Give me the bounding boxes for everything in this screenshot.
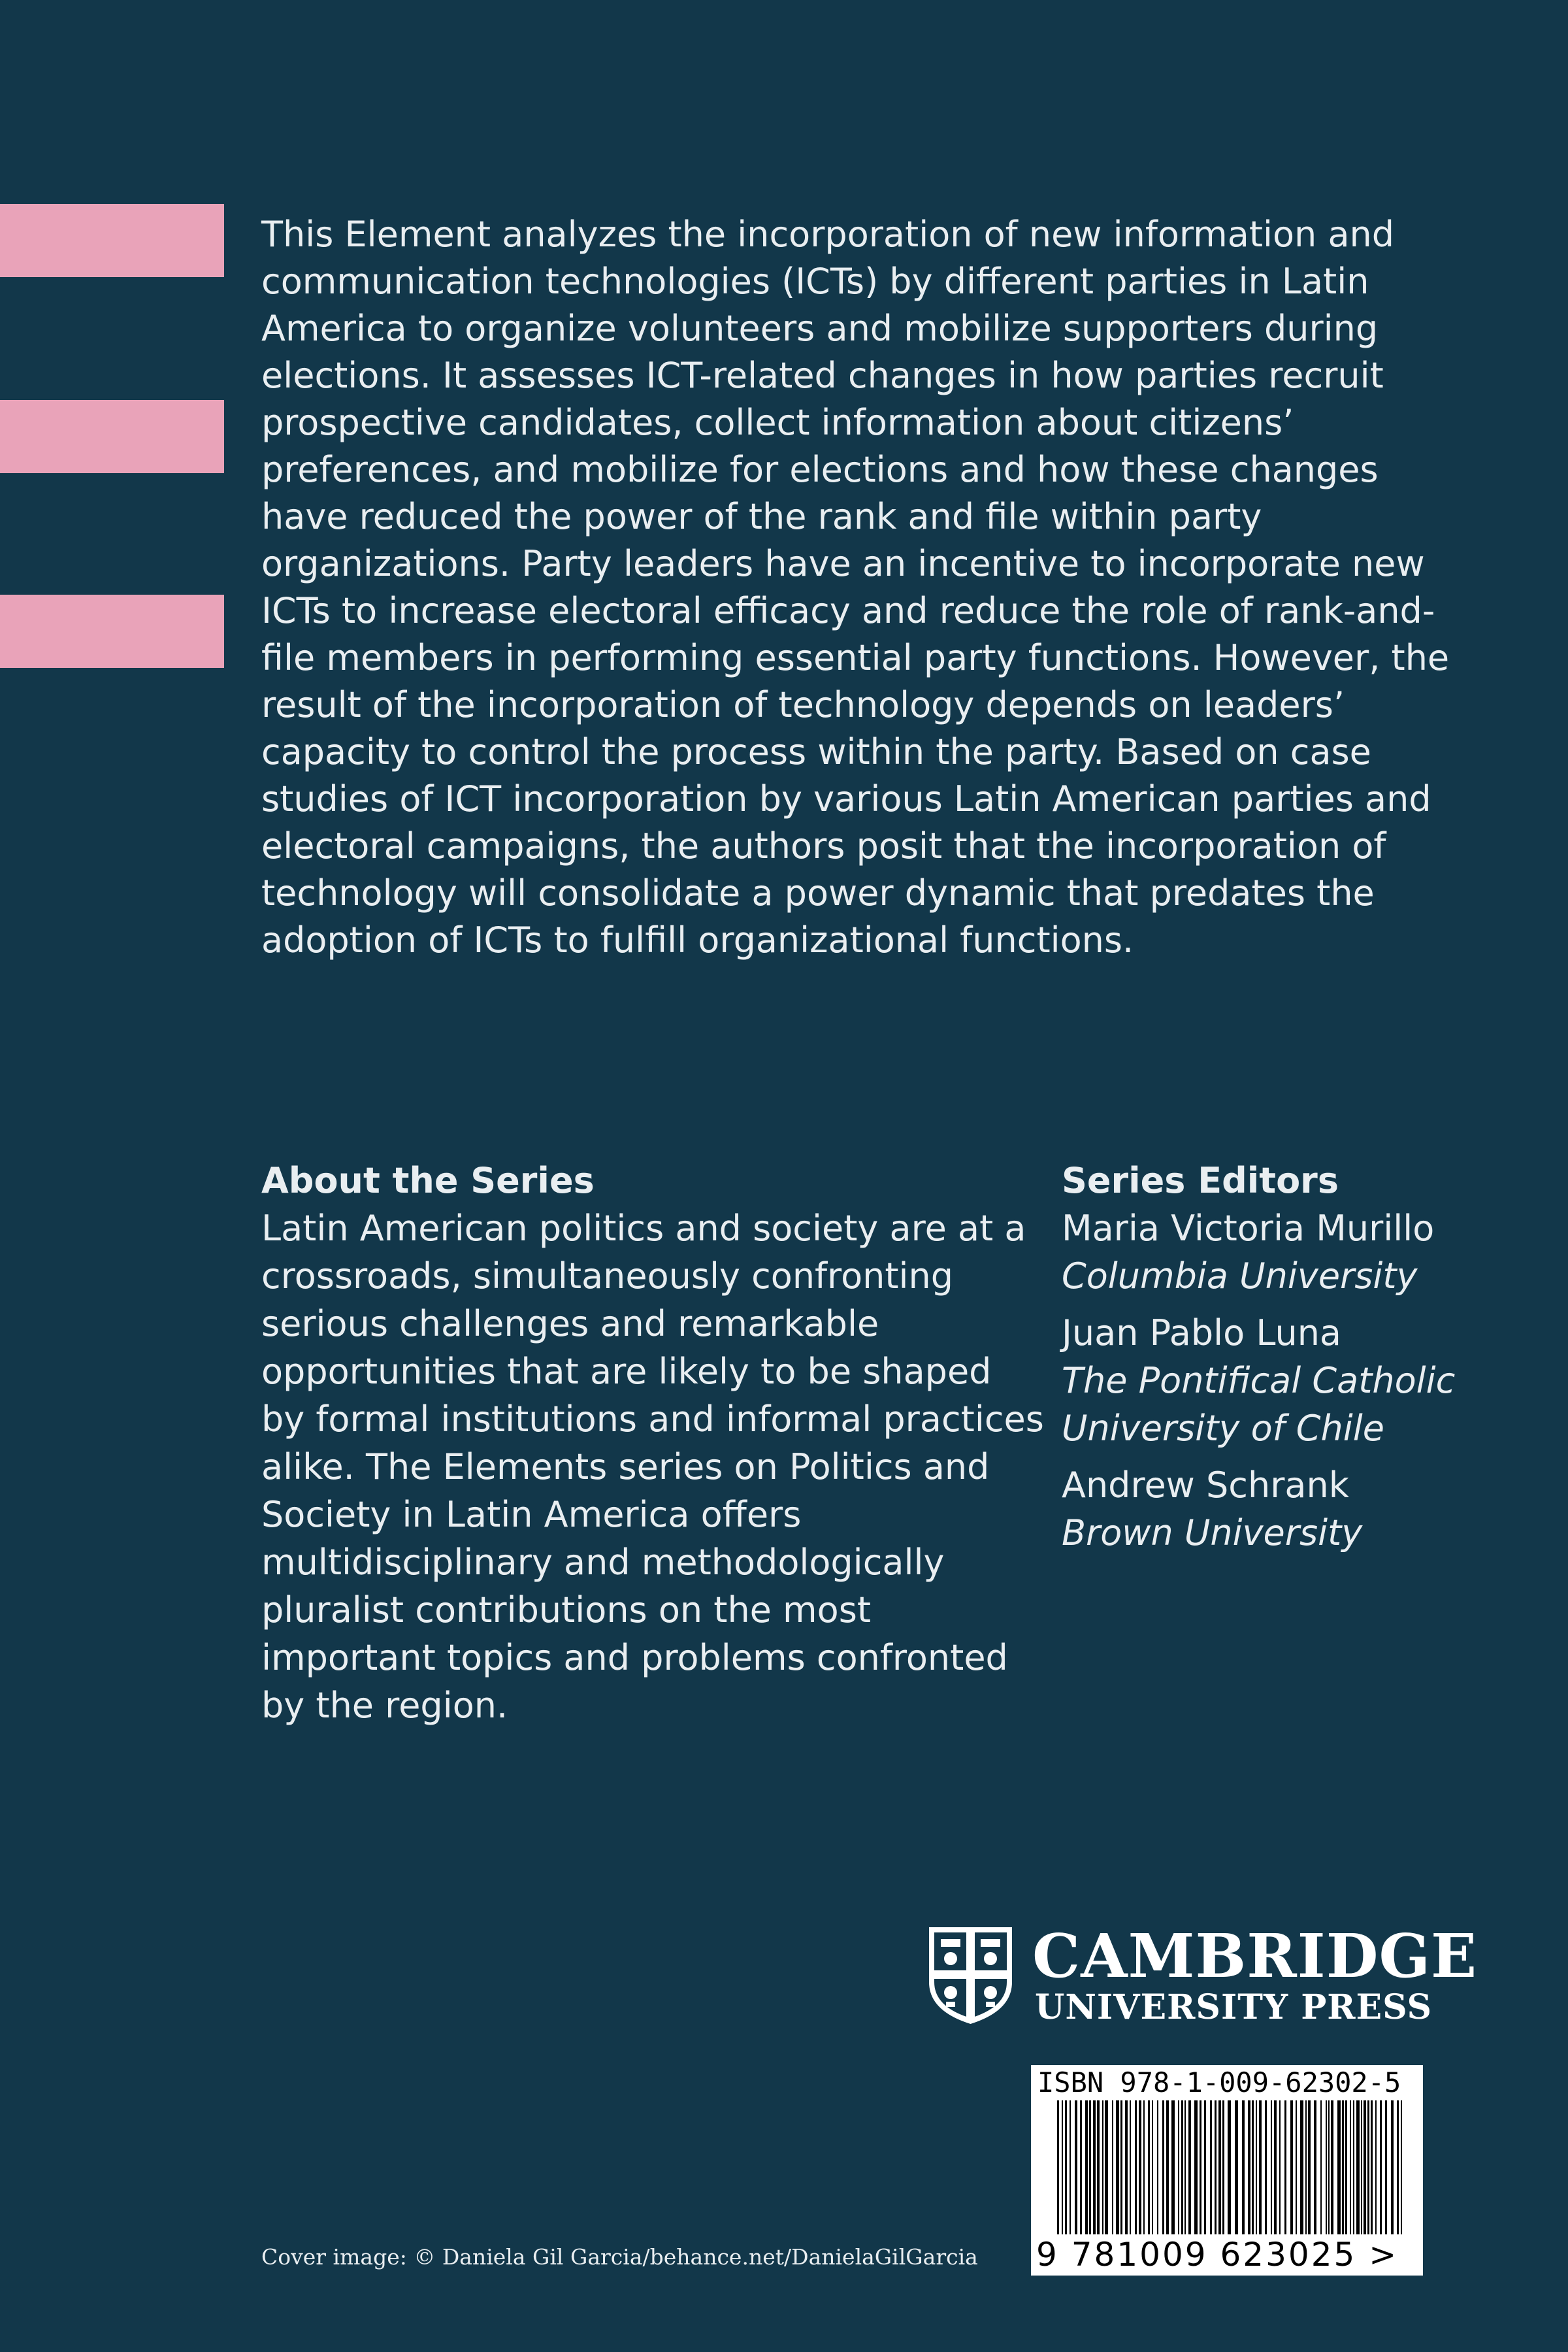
accent-stripe-1 [0, 204, 224, 277]
barcode-digits: 9 781009 623025 > [1036, 2236, 1399, 2274]
isbn-barcode [1031, 2065, 1423, 2276]
publisher-name: CAMBRIDGE [1032, 1921, 1478, 1991]
series-editors-section [1062, 1157, 1480, 1566]
about-series-section [261, 1157, 1045, 1729]
editor-name: Andrew Schrank [1062, 1465, 1349, 1506]
editor-entry [1062, 1309, 1480, 1452]
editor-name: Maria Victoria Murillo [1062, 1208, 1435, 1249]
about-series-text: Latin American politics and society are at a crossroads, simultaneously confronting serious challenges and remarkable opportunities that are likely to be shaped by formal institutions and informal practices alike. The Elements series on Politics and Society in Latin America offers multidisciplinary and methodologically pluralist contributions on the most important topics and problems confronted by the region. [261, 1208, 1044, 1726]
editor-name: Juan Pablo Luna [1062, 1312, 1342, 1353]
accent-stripe-2 [0, 400, 224, 473]
editor-entry [1062, 1204, 1480, 1300]
isbn-label: ISBN 978-1-009-62302-5 [1037, 2066, 1401, 2098]
editor-entry [1062, 1461, 1480, 1557]
publisher-subname: UNIVERSITY PRESS [1035, 1987, 1433, 2027]
about-series-heading: About the Series [261, 1160, 595, 1201]
editor-affiliation: The Pontifical Catholic University of Chile [1062, 1360, 1456, 1449]
publisher-logo [926, 1921, 1478, 2029]
university-crest-icon [926, 1925, 1015, 2026]
editor-affiliation: Brown University [1062, 1512, 1363, 1553]
editor-affiliation: Columbia University [1062, 1255, 1418, 1297]
barcode-bars-icon [1037, 2100, 1416, 2238]
book-abstract: This Element analyzes the incorporation of new information and communication technologies (ICTs) by different parties in Latin America to organize volunteers and mobilize supporters during elections. It assesses ICT-related changes in how parties recruit prospective candidates, collect information about citizens’ preferences, and mobilize for elections and how these changes have reduced the power of the rank and file within party organizations. Party leaders have an incentive to incorporate new ICTs to increase electoral efficacy and reduce the role of rank-and-file members in performing essential party functions. However, the result of the incorporation of technology depends on leaders’ capacity to control the process within the party. Based on case studies of ICT incorporation by various Latin American parties and electoral campaigns, the authors posit that the incorporation of technology will consolidate a power dynamic that predates the adoption of ICTs to fulfill organizational functions. [261, 214, 1450, 961]
accent-stripe-3 [0, 595, 224, 668]
series-editors-heading: Series Editors [1062, 1160, 1339, 1201]
cover-image-credit: Cover image: © Daniela Gil Garcia/behance.net/DanielaGilGarcia [261, 2244, 978, 2270]
